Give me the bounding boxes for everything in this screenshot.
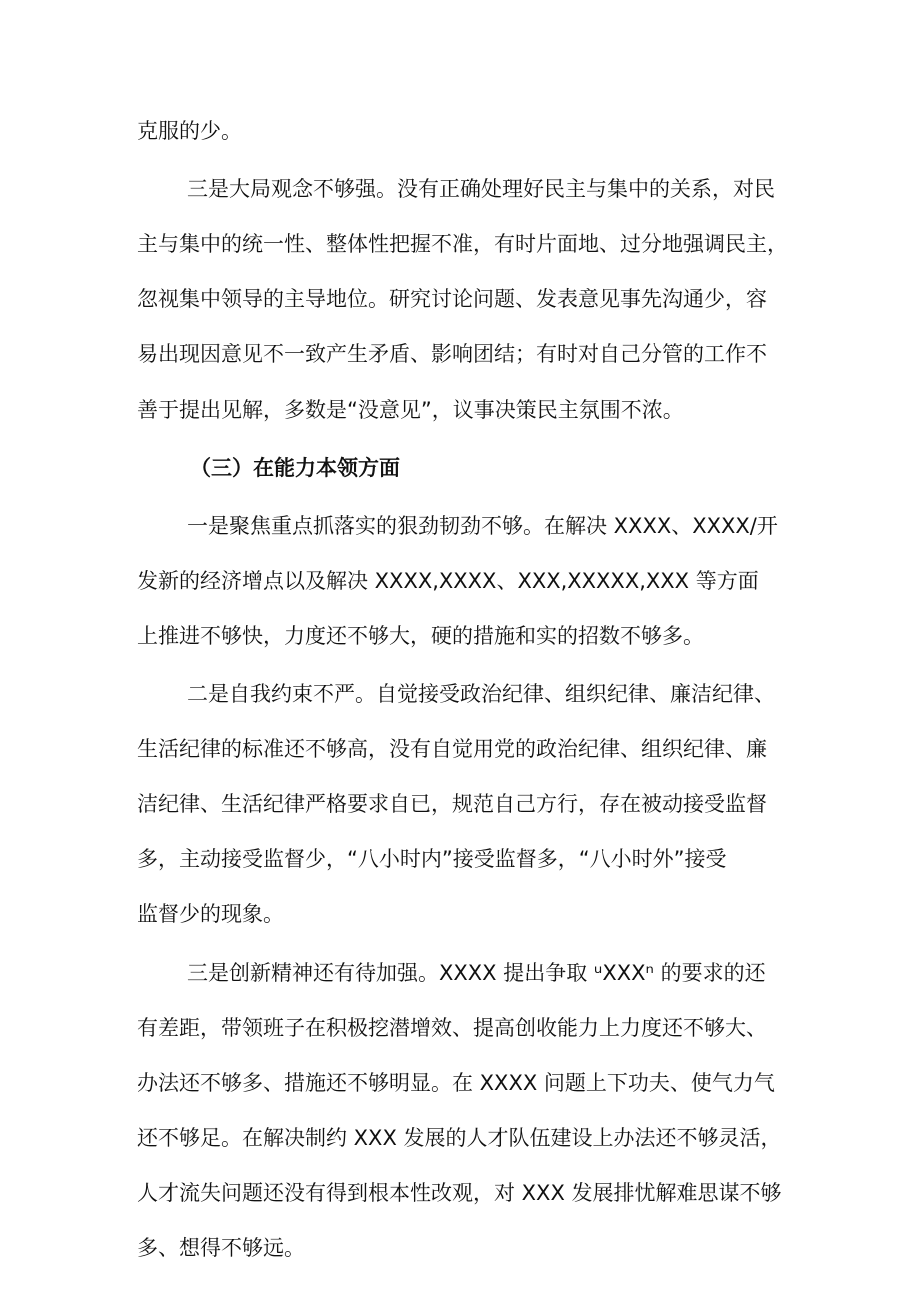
paragraph-line: 还不够足。在解决制约 XXX 发展的人才队伍建设上办法还不够灵活，	[137, 1126, 782, 1150]
paragraph-line: 二是自我约束不严。自觉接受政治纪律、组织纪律、廉洁纪律、	[187, 682, 775, 706]
paragraph-line: 三是创新精神还有待加强。XXXX 提出争取 ᵘXXXⁿ 的要求的还	[187, 961, 766, 985]
paragraph-line: 多，主动接受监督少，“八小时内”接受监督多，“八小时外”接受	[137, 847, 727, 871]
paragraph-line: 克服的少。	[137, 119, 242, 143]
paragraph-line: 洁纪律、生活纪律严格要求自已，规范自己方行，存在被动接受监督	[137, 792, 767, 816]
paragraph-line: 易出现因意见不一致产生矛盾、影响团结；有时对自己分管的工作不	[137, 342, 767, 366]
paragraph-line: 忽视集中领导的主导地位。研究讨论问题、发表意见事先沟通少，容	[137, 287, 767, 311]
paragraph-line: 办法还不够多、措施还不够明显。在 XXXX 问题上下功夫、使气力气	[137, 1071, 775, 1095]
paragraph-line: 三是大局观念不够强。没有正确处理好民主与集中的关系，对民	[187, 177, 775, 201]
paragraph-line: 监督少的现象。	[137, 902, 284, 926]
paragraph-line: 上推进不够快，力度还不够大，硬的措施和实的招数不够多。	[137, 624, 704, 648]
paragraph-line: 发新的经济增点以及解决 XXXX,XXXX、XXX,XXXXX,XXX 等方面	[137, 569, 759, 593]
section-heading: （三）在能力本领方面	[190, 456, 400, 480]
paragraph-line: 生活纪律的标准还不够高，没有自觉用党的政治纪律、组织纪律、廉	[137, 737, 767, 761]
paragraph-line: 主与集中的统一性、整体性把握不准，有时片面地、过分地强调民主，	[137, 232, 788, 256]
paragraph-line: 人才流失问题还没有得到根本性改观，对 XXX 发展排忧解难思谋不够	[137, 1181, 782, 1205]
paragraph-line: 善于提出见解，多数是“没意见”，议事决策民主氛围不浓。	[137, 398, 684, 422]
paragraph-line: 多、想得不够远。	[137, 1236, 305, 1260]
paragraph-line: 一是聚焦重点抓落实的狠劲韧劲不够。在解决 XXXX、XXXX/开	[187, 514, 778, 538]
paragraph-line: 有差距，带领班子在积极挖潜增效、提高创收能力上力度还不够大、	[137, 1016, 767, 1040]
